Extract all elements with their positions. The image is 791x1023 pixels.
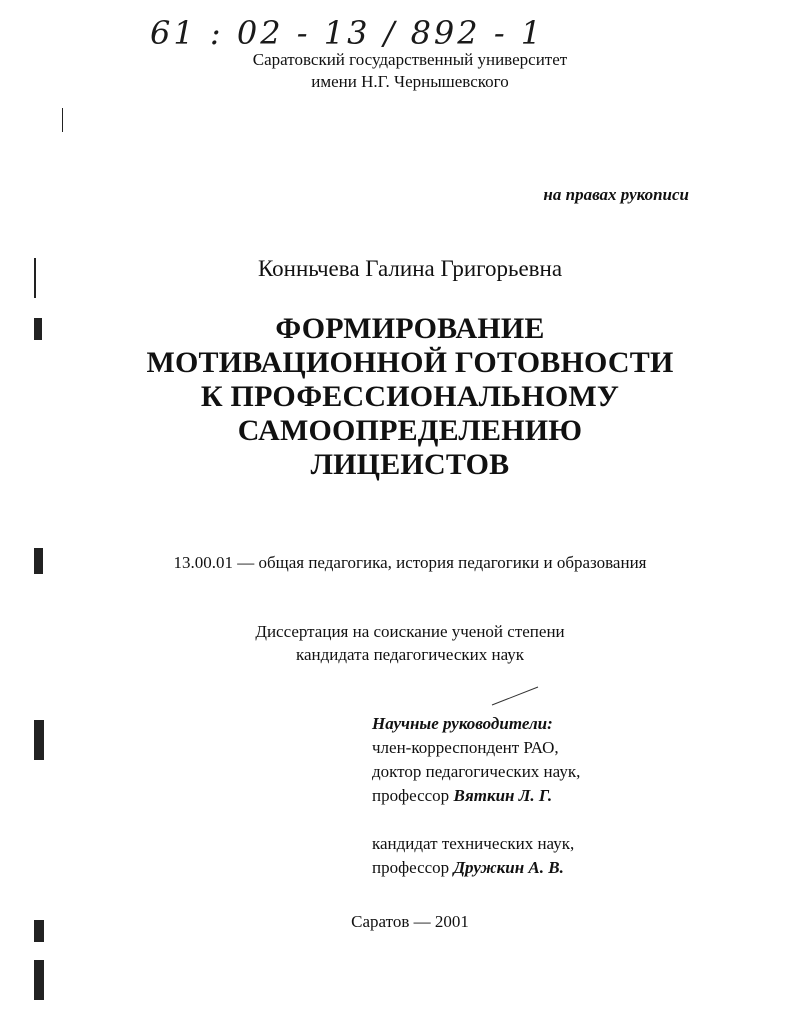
advisor-1-name: Вяткин Л. Г. [453,786,553,805]
scan-mark [34,258,36,298]
title-line: ФОРМИРОВАНИЕ [275,312,545,345]
specialty-code: 13.00.01 — общая педагогика, история педагогики и образования [173,553,647,572]
advisor-2-rank: профессор Дружкин А. В. [372,858,564,877]
title-line: МОТИВАЦИОННОЙ ГОТОВНОСТИ [146,346,674,379]
advisor-1-rank: профессор Вяткин Л. Г. [372,786,553,805]
university-named-after: имени Н.Г. Чернышевского [311,72,509,91]
scan-mark [62,108,63,132]
title-line: САМООПРЕДЕЛЕНИЮ [237,414,583,447]
city-year: Саратов — 2001 [351,912,469,931]
handwritten-code [150,12,550,52]
degree-line-1: Диссертация на соискание ученой степени [255,622,565,641]
rights-note: на правах рукописи [543,185,689,204]
scan-mark [34,960,44,1000]
advisor-1-degree: доктор педагогических наук, [372,762,581,781]
scan-mark [34,548,43,574]
degree-line-2: кандидата педагогических наук [295,645,525,664]
title-line: ЛИЦЕИСТОВ [310,448,510,481]
advisor-2-name: Дружкин А. В. [453,858,564,877]
pen-stroke [490,685,540,707]
scan-mark [34,318,42,340]
scan-mark [34,920,44,942]
university-name: Саратовский государственный университет [252,50,568,69]
handwritten-code-text: 61 : 02 - 13 / 892 - 1 [150,14,545,52]
advisor-2-degree: кандидат технических наук, [372,834,575,853]
title-line: К ПРОФЕССИОНАЛЬНОМУ [200,380,620,413]
author-name: Конньчева Галина Григорьевна [257,256,563,281]
advisors-label: Научные руководители: [372,714,553,733]
dissertation-title [100,312,720,482]
advisors-block [372,712,580,880]
scan-mark [34,720,44,760]
advisor-1-title: член-корреспондент РАО, [372,738,559,757]
